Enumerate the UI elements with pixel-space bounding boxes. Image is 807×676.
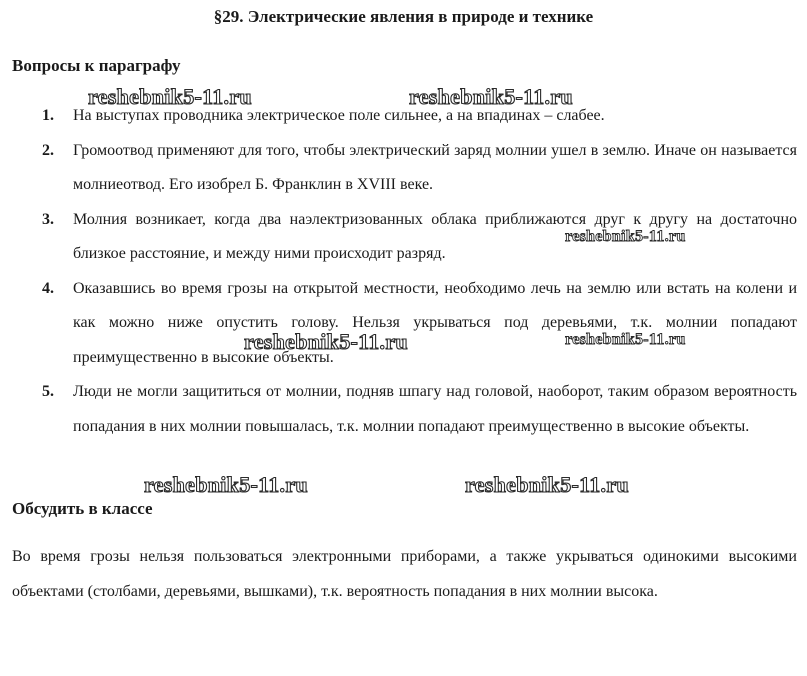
watermark: reshebnik5-11.ru [409, 84, 573, 109]
question-number: 1. [42, 107, 54, 124]
questions-list [0, 99, 807, 444]
watermark: reshebnik5-11.ru [565, 228, 686, 245]
question-text: Громоотвод применяют для того, чтобы электрический заряд молнии ушел в землю. Иначе он называется молниеотвод. Его изобрел Б. Франклин в XVIII веке. [73, 141, 797, 193]
page-title: §29. Электрические явления в природе и технике [213, 7, 594, 26]
question-number: 3. [42, 210, 54, 228]
watermark: reshebnik5-11.ru [565, 331, 686, 348]
watermark: reshebnik5-11.ru [244, 329, 408, 354]
question-number: 4. [42, 279, 54, 297]
discussion-heading: Обсудить в классе [12, 499, 153, 518]
question-text: Молния возникает, когда два наэлектризованных облака приближаются друг к другу на достаточно близкое расстояние, и между ними происходит разряд. [73, 210, 797, 262]
questions-heading: Вопросы к параграфу [12, 56, 181, 75]
question-item [0, 203, 807, 272]
question-item [0, 99, 807, 134]
watermark: reshebnik5-11.ru [465, 472, 629, 497]
discussion-text: Во время грозы нельзя пользоваться электронными приборами, а также укрываться одинокими высокими объектами (столбами, деревьями, вышками), т.к. вероятность попадания в них молнии высока. [12, 548, 797, 600]
question-number: 2. [42, 141, 54, 159]
question-item [0, 134, 807, 203]
question-item [0, 375, 807, 444]
watermark: reshebnik5-11.ru [88, 84, 252, 109]
question-text: На выступах проводника электрическое поле сильнее, а на впадинах – слабее. [73, 107, 605, 124]
watermark: reshebnik5-11.ru [144, 472, 308, 497]
question-number: 5. [42, 383, 54, 400]
question-item [0, 272, 807, 376]
question-text: Оказавшись во время грозы на открытой местности, необходимо лечь на землю или встать на колени и как можно ниже опустить голову. Нельзя укрываться под деревьями, т.к. молнии попадают преимущественно в высокие объекты. [73, 279, 797, 366]
question-text: Люди не могли защититься от молнии, подняв шпагу над головой, наоборот, таким образом вероятность попадания в них молнии повышалась, т.к. молнии попадают преимущественно в высокие объекты. [73, 383, 797, 435]
